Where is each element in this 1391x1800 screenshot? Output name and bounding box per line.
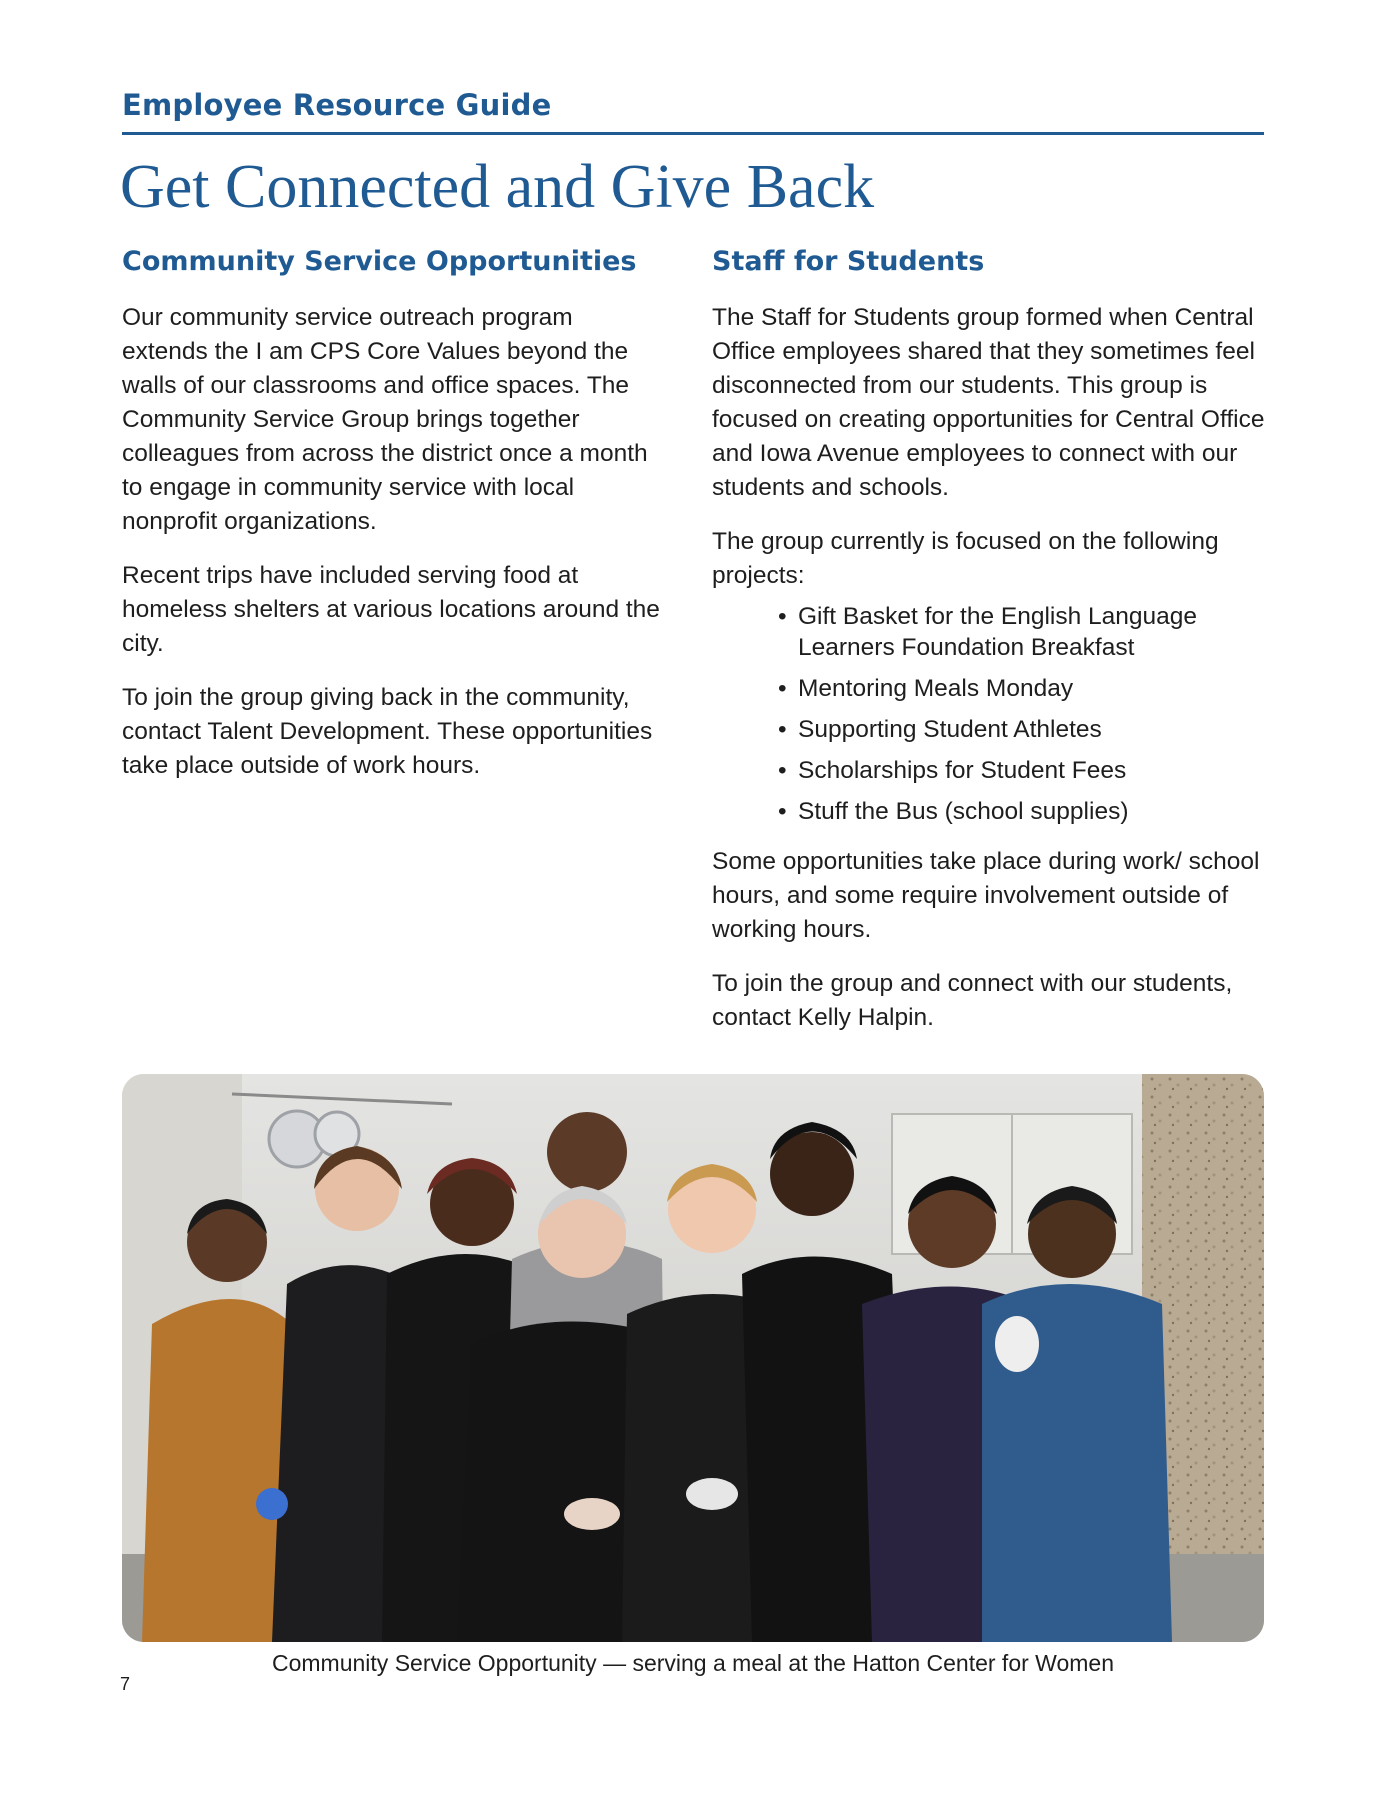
- recent-trips-paragraph: Recent trips have included serving food at homeless shelters at various locations around the city.: [122, 562, 660, 657]
- staff-for-students-intro: The Staff for Students group formed when Central Office employees shared that they sometimes feel disconnected from our students. This group is focused on creating opportunities for Central Office and Iowa Avenue employees to connect with our students and schools.: [712, 304, 1265, 501]
- projects-list: [712, 601, 1272, 827]
- bullet-icon: •: [778, 675, 787, 702]
- group-photo-illustration: [122, 1074, 1264, 1642]
- join-community-paragraph: To join the group giving back in the community, contact Talent Development. These opportunities take place outside of work hours.: [122, 684, 653, 779]
- community-service-section: [122, 246, 662, 803]
- photo-caption: Community Service Opportunity — serving a meal at the Hatton Center for Women: [272, 1650, 1114, 1676]
- page-title: Get Connected and Give Back: [120, 153, 875, 221]
- header-divider: [122, 132, 1264, 135]
- group-photo: [122, 1074, 1264, 1642]
- projects-lead-in: The group currently is focused on the following projects:: [712, 528, 1219, 589]
- running-header: Employee Resource Guide: [122, 88, 552, 122]
- community-service-heading: Community Service Opportunities: [122, 246, 637, 277]
- page-number: 7: [120, 1674, 131, 1694]
- join-staff-paragraph: To join the group and connect with our students, contact Kelly Halpin.: [712, 970, 1233, 1031]
- list-item: • Mentoring Meals Monday: [778, 675, 1074, 702]
- list-item: • Stuff the Bus (school supplies): [778, 798, 1129, 825]
- community-service-intro: Our community service outreach program extends the I am CPS Core Values beyond the walls of our classrooms and office spaces. The Community Service Group brings together colleagues from across the district once a month to engage in community service with local nonprofit organizations.: [122, 304, 648, 535]
- staff-for-students-heading: Staff for Students: [712, 246, 985, 277]
- bullet-icon: •: [778, 603, 787, 630]
- list-item: • Gift Basket for the English Language Learners Foundation Breakfast: [778, 603, 1198, 661]
- work-hours-paragraph: Some opportunities take place during work/ school hours, and some require involvement outside of working hours.: [712, 848, 1260, 943]
- bullet-icon: •: [778, 716, 787, 743]
- list-item: • Scholarships for Student Fees: [778, 757, 1127, 784]
- staff-for-students-section: [712, 246, 1272, 1055]
- bullet-icon: •: [778, 757, 787, 784]
- list-item: • Supporting Student Athletes: [778, 716, 1102, 743]
- bullet-icon: •: [778, 798, 787, 825]
